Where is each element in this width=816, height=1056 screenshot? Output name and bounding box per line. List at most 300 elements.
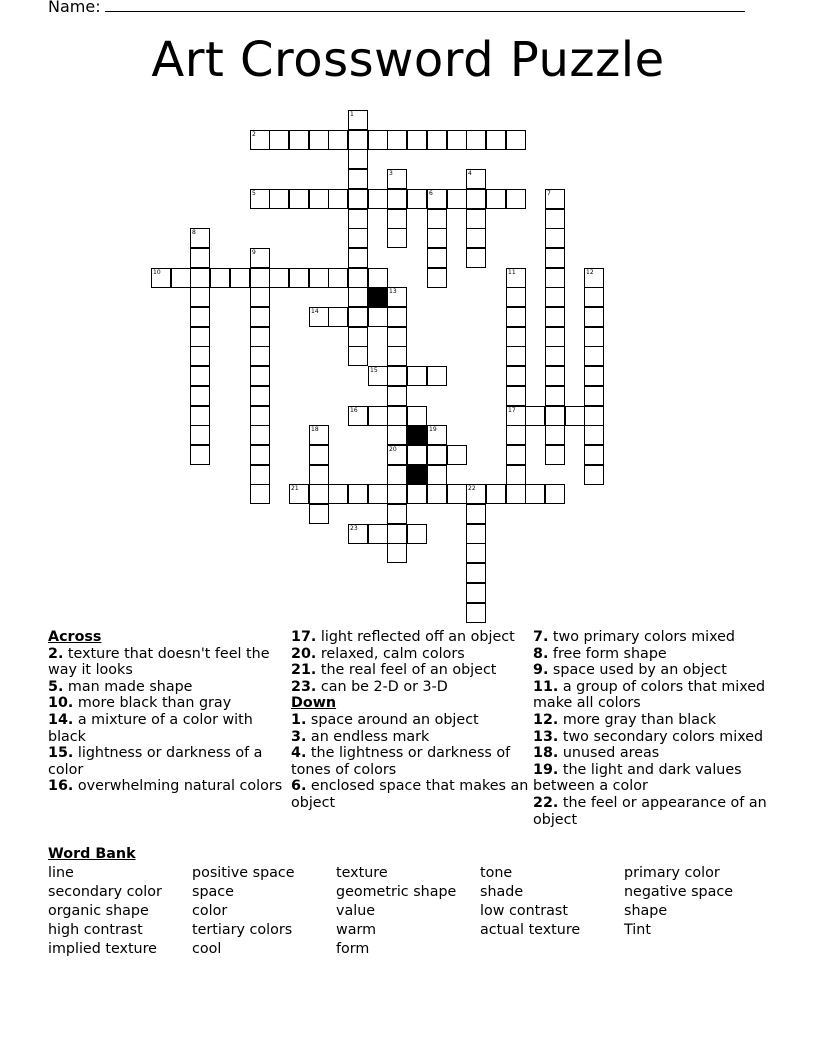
crossword-cell[interactable] bbox=[407, 406, 427, 426]
crossword-cell[interactable] bbox=[190, 287, 210, 307]
word-bank-word: positive space bbox=[192, 865, 295, 881]
crossword-cell[interactable] bbox=[545, 386, 565, 406]
crossword-cell[interactable] bbox=[190, 386, 210, 406]
clue-number: 4. bbox=[291, 745, 307, 762]
clue-number: 16. bbox=[48, 778, 74, 795]
clue-text: a mixture of a color with black bbox=[48, 711, 253, 745]
clue-item bbox=[533, 679, 773, 712]
crossword-cell[interactable] bbox=[250, 366, 270, 386]
crossword-cell[interactable] bbox=[309, 425, 329, 445]
crossword-cell[interactable] bbox=[447, 130, 467, 150]
word-bank-word: value bbox=[336, 903, 376, 919]
crossword-cell[interactable] bbox=[190, 366, 210, 386]
crossword-cell[interactable] bbox=[545, 307, 565, 327]
word-bank-word: primary color bbox=[624, 865, 720, 881]
clue-number: 12 bbox=[586, 269, 594, 276]
crossword-cell[interactable] bbox=[407, 189, 427, 209]
word-bank-word: shape bbox=[624, 903, 668, 919]
crossword-cell[interactable] bbox=[584, 327, 604, 347]
crossword-cell[interactable] bbox=[427, 268, 447, 288]
crossword-cell[interactable] bbox=[250, 465, 270, 485]
clue-number: 18 bbox=[311, 426, 319, 433]
crossword-cell[interactable] bbox=[151, 268, 171, 288]
crossword-cell[interactable] bbox=[584, 268, 604, 288]
clue-number: 12. bbox=[533, 711, 559, 728]
crossword-cell[interactable] bbox=[545, 366, 565, 386]
crossword-cell[interactable] bbox=[328, 307, 348, 327]
word-bank-word: texture bbox=[336, 865, 388, 881]
crossword-cell[interactable] bbox=[387, 425, 407, 445]
crossword-cell[interactable] bbox=[525, 484, 545, 504]
clue-text: two primary colors mixed bbox=[548, 629, 736, 645]
crossword-cell[interactable] bbox=[269, 189, 289, 209]
crossword-cell[interactable] bbox=[506, 130, 526, 150]
word-bank-column bbox=[480, 864, 624, 940]
crossword-cell[interactable] bbox=[387, 189, 407, 209]
crossword-cell[interactable] bbox=[486, 484, 506, 504]
crossword-cell[interactable] bbox=[466, 524, 486, 544]
clue-number: 23 bbox=[350, 525, 358, 532]
crossword-cell[interactable] bbox=[387, 465, 407, 485]
crossword-cell[interactable] bbox=[486, 189, 506, 209]
clue-number: 22 bbox=[468, 485, 476, 492]
clue-number: 6. bbox=[291, 778, 307, 795]
crossword-cell[interactable] bbox=[506, 346, 526, 366]
crossword-cell[interactable] bbox=[368, 484, 388, 504]
crossword-cell[interactable] bbox=[427, 130, 447, 150]
clue-item bbox=[291, 729, 531, 746]
crossword-cell[interactable] bbox=[584, 406, 604, 426]
crossword-cell[interactable] bbox=[387, 524, 407, 544]
clue-number: 13 bbox=[389, 288, 397, 295]
crossword-cell[interactable] bbox=[466, 189, 486, 209]
crossword-cell[interactable] bbox=[250, 386, 270, 406]
crossword-cell[interactable] bbox=[427, 228, 447, 248]
crossword-cell[interactable] bbox=[348, 130, 368, 150]
crossword-cell[interactable] bbox=[466, 583, 486, 603]
crossword-cell[interactable] bbox=[348, 406, 368, 426]
word-bank-word: geometric shape bbox=[336, 884, 457, 900]
word-bank-word: space bbox=[192, 884, 234, 900]
crossword-cell[interactable] bbox=[407, 130, 427, 150]
clue-number: 6 bbox=[429, 190, 433, 197]
crossword-cell[interactable] bbox=[368, 307, 388, 327]
clue-number: 14 bbox=[311, 308, 319, 315]
crossword-cell[interactable] bbox=[348, 228, 368, 248]
crossword-cell[interactable] bbox=[328, 268, 348, 288]
clue-number: 17. bbox=[291, 629, 317, 645]
crossword-cell[interactable] bbox=[190, 307, 210, 327]
clue-text: the lightness or darkness of tones of colors bbox=[291, 745, 511, 778]
crossword-cell[interactable] bbox=[506, 268, 526, 288]
crossword-cell[interactable] bbox=[348, 346, 368, 366]
crossword-cell[interactable] bbox=[427, 248, 447, 268]
crossword-cell[interactable] bbox=[387, 366, 407, 386]
word-bank-column bbox=[192, 864, 336, 959]
crossword-cell[interactable] bbox=[506, 307, 526, 327]
clue-item bbox=[48, 695, 288, 712]
word-bank-word: warm bbox=[336, 922, 377, 938]
clue-item bbox=[48, 712, 288, 745]
crossword-cell[interactable] bbox=[447, 445, 467, 465]
crossword-cell[interactable] bbox=[545, 209, 565, 229]
crossword-cell[interactable] bbox=[387, 327, 407, 347]
word-bank-word: high contrast bbox=[48, 922, 143, 938]
clue-item bbox=[533, 762, 773, 795]
clue-text: the light and dark values between a color bbox=[533, 761, 742, 795]
word-bank-word: secondary color bbox=[48, 884, 162, 900]
clues-column-2 bbox=[291, 629, 531, 812]
crossword-cell[interactable] bbox=[190, 425, 210, 445]
crossword-cell[interactable] bbox=[545, 445, 565, 465]
crossword-cell[interactable] bbox=[250, 307, 270, 327]
crossword-cell[interactable] bbox=[348, 484, 368, 504]
crossword-cell[interactable] bbox=[584, 445, 604, 465]
crossword-cell[interactable] bbox=[250, 287, 270, 307]
crossword-cell[interactable] bbox=[447, 484, 467, 504]
crossword-cell[interactable] bbox=[250, 130, 270, 150]
clue-item bbox=[291, 712, 531, 729]
crossword-cell[interactable] bbox=[190, 268, 210, 288]
crossword-cell[interactable] bbox=[309, 189, 329, 209]
crossword-cell[interactable] bbox=[407, 524, 427, 544]
crossword-cell[interactable] bbox=[387, 209, 407, 229]
crossword-cell[interactable] bbox=[545, 484, 565, 504]
clue-item bbox=[291, 646, 531, 663]
clue-number: 3 bbox=[389, 170, 393, 177]
page-title: Art Crossword Puzzle bbox=[151, 32, 665, 88]
crossword-cell[interactable] bbox=[348, 169, 368, 189]
crossword-cell[interactable] bbox=[427, 445, 447, 465]
clue-number: 15 bbox=[370, 367, 378, 374]
clue-number: 9. bbox=[533, 662, 549, 679]
clue-number: 5 bbox=[252, 190, 256, 197]
crossword-cell[interactable] bbox=[348, 110, 368, 130]
clue-number: 8 bbox=[192, 229, 196, 236]
crossword-cell[interactable] bbox=[506, 484, 526, 504]
clue-text: can be 2-D or 3-D bbox=[316, 678, 448, 695]
crossword-cell[interactable] bbox=[387, 169, 407, 189]
clue-item bbox=[48, 778, 288, 795]
crossword-cell[interactable] bbox=[289, 484, 309, 504]
black-cell bbox=[368, 287, 388, 307]
clue-item bbox=[291, 745, 531, 778]
word-bank-word: low contrast bbox=[480, 903, 568, 919]
crossword-cell[interactable] bbox=[466, 504, 486, 524]
crossword-cell[interactable] bbox=[545, 406, 565, 426]
clue-item bbox=[533, 729, 773, 746]
crossword-cell[interactable] bbox=[466, 248, 486, 268]
crossword-cell[interactable] bbox=[545, 248, 565, 268]
crossword-cell[interactable] bbox=[309, 307, 329, 327]
crossword-cell[interactable] bbox=[387, 228, 407, 248]
crossword-cell[interactable] bbox=[506, 366, 526, 386]
crossword-cell[interactable] bbox=[584, 386, 604, 406]
crossword-cell[interactable] bbox=[545, 228, 565, 248]
clue-item bbox=[533, 629, 773, 646]
clue-number: 1. bbox=[291, 711, 307, 728]
crossword-cell[interactable] bbox=[348, 327, 368, 347]
crossword-cell[interactable] bbox=[250, 327, 270, 347]
crossword-cell[interactable] bbox=[309, 484, 329, 504]
crossword-cell[interactable] bbox=[250, 248, 270, 268]
crossword-cell[interactable] bbox=[171, 268, 191, 288]
clue-number: 19 bbox=[429, 426, 437, 433]
crossword-cell[interactable] bbox=[525, 406, 545, 426]
crossword-cell[interactable] bbox=[190, 406, 210, 426]
crossword-cell[interactable] bbox=[309, 268, 329, 288]
clue-number: 11. bbox=[533, 678, 559, 695]
clue-number: 15. bbox=[48, 745, 74, 762]
crossword-cell[interactable] bbox=[387, 484, 407, 504]
clue-item bbox=[533, 662, 773, 679]
crossword-cell[interactable] bbox=[545, 189, 565, 209]
crossword-cell[interactable] bbox=[466, 228, 486, 248]
crossword-cell[interactable] bbox=[269, 268, 289, 288]
clue-item bbox=[291, 778, 531, 811]
crossword-cell[interactable] bbox=[466, 130, 486, 150]
crossword-cell[interactable] bbox=[348, 524, 368, 544]
crossword-cell[interactable] bbox=[387, 386, 407, 406]
crossword-cell[interactable] bbox=[348, 189, 368, 209]
crossword-cell[interactable] bbox=[506, 189, 526, 209]
crossword-cell[interactable] bbox=[309, 465, 329, 485]
clue-number: 5. bbox=[48, 678, 64, 695]
crossword-cell[interactable] bbox=[466, 563, 486, 583]
crossword-cell[interactable] bbox=[250, 268, 270, 288]
clue-number: 7. bbox=[533, 629, 549, 645]
clue-text: the real feel of an object bbox=[316, 662, 497, 679]
clue-text: free form shape bbox=[548, 645, 667, 662]
clue-number: 4 bbox=[468, 170, 472, 177]
crossword-cell[interactable] bbox=[466, 169, 486, 189]
word-bank-word: cool bbox=[192, 941, 222, 957]
crossword-cell[interactable] bbox=[250, 189, 270, 209]
name-field[interactable] bbox=[48, 0, 745, 16]
crossword-cell[interactable] bbox=[506, 445, 526, 465]
name-label: Name: bbox=[48, 0, 101, 16]
crossword-cell[interactable] bbox=[427, 209, 447, 229]
crossword-cell[interactable] bbox=[387, 130, 407, 150]
crossword-cell[interactable] bbox=[289, 130, 309, 150]
clue-number: 20 bbox=[389, 446, 397, 453]
crossword-cell[interactable] bbox=[190, 228, 210, 248]
clue-text: an endless mark bbox=[306, 728, 430, 745]
crossword-cell[interactable] bbox=[584, 465, 604, 485]
clue-item bbox=[291, 629, 531, 646]
crossword-cell[interactable] bbox=[289, 268, 309, 288]
crossword-cell[interactable] bbox=[545, 346, 565, 366]
crossword-cell[interactable] bbox=[289, 189, 309, 209]
word-bank-word: tone bbox=[480, 865, 513, 881]
crossword-cell[interactable] bbox=[407, 484, 427, 504]
crossword-cell[interactable] bbox=[427, 465, 447, 485]
crossword-cell[interactable] bbox=[328, 484, 348, 504]
word-bank-word: Tint bbox=[624, 922, 651, 938]
crossword-cell[interactable] bbox=[407, 366, 427, 386]
crossword-cell[interactable] bbox=[387, 445, 407, 465]
crossword-cell[interactable] bbox=[328, 189, 348, 209]
crossword-cell[interactable] bbox=[230, 268, 250, 288]
across-heading: Across bbox=[48, 629, 102, 645]
word-bank-word: tertiary colors bbox=[192, 922, 293, 938]
clues-column-3 bbox=[533, 629, 773, 828]
word-bank-word: organic shape bbox=[48, 903, 149, 919]
crossword-cell[interactable] bbox=[545, 425, 565, 445]
crossword-cell[interactable] bbox=[250, 445, 270, 465]
down-clue-list bbox=[291, 712, 531, 812]
clue-item bbox=[48, 745, 288, 778]
crossword-cell[interactable] bbox=[447, 189, 467, 209]
clue-item bbox=[48, 679, 288, 696]
crossword-cell[interactable] bbox=[190, 248, 210, 268]
crossword-cell[interactable] bbox=[466, 484, 486, 504]
crossword-cell[interactable] bbox=[210, 268, 230, 288]
clue-text: the feel or appearance of an object bbox=[533, 794, 767, 828]
word-bank-word: negative space bbox=[624, 884, 734, 900]
clue-number: 1 bbox=[350, 111, 354, 118]
crossword-cell[interactable] bbox=[545, 287, 565, 307]
crossword-cell[interactable] bbox=[565, 406, 585, 426]
clue-text: unused areas bbox=[558, 745, 660, 762]
crossword-cell[interactable] bbox=[250, 346, 270, 366]
clue-text: man made shape bbox=[63, 678, 193, 695]
black-cell bbox=[407, 465, 427, 485]
clue-number: 20. bbox=[291, 645, 317, 662]
crossword-cell[interactable] bbox=[309, 130, 329, 150]
name-blank-line[interactable] bbox=[105, 0, 745, 12]
word-bank-word: line bbox=[48, 865, 74, 881]
crossword-cell[interactable] bbox=[348, 209, 368, 229]
clue-text: texture that doesn't feel the way it looks bbox=[48, 645, 270, 679]
clue-number: 17 bbox=[508, 407, 516, 414]
clue-number: 11 bbox=[508, 269, 516, 276]
word-bank-column bbox=[624, 864, 768, 940]
crossword-cell[interactable] bbox=[368, 130, 388, 150]
crossword-cell[interactable] bbox=[427, 484, 447, 504]
crossword-cell[interactable] bbox=[348, 149, 368, 169]
crossword-cell[interactable] bbox=[545, 268, 565, 288]
clue-text: lightness or darkness of a color bbox=[48, 745, 263, 778]
crossword-cell[interactable] bbox=[368, 524, 388, 544]
crossword-cell[interactable] bbox=[309, 445, 329, 465]
clue-text: relaxed, calm colors bbox=[316, 645, 465, 662]
clue-number: 10. bbox=[48, 695, 74, 712]
clue-text: more gray than black bbox=[558, 711, 717, 728]
clue-item bbox=[533, 745, 773, 762]
crossword-cell[interactable] bbox=[584, 287, 604, 307]
clue-item bbox=[533, 712, 773, 729]
clue-number: 23. bbox=[291, 678, 317, 695]
across-clue-list bbox=[48, 646, 288, 795]
crossword-cell[interactable] bbox=[506, 406, 526, 426]
crossword-cell[interactable] bbox=[506, 425, 526, 445]
down-heading: Down bbox=[291, 695, 337, 712]
crossword-cell[interactable] bbox=[348, 268, 368, 288]
crossword-cell[interactable] bbox=[368, 406, 388, 426]
clue-number: 8. bbox=[533, 645, 549, 662]
crossword-cell[interactable] bbox=[190, 346, 210, 366]
crossword-cell[interactable] bbox=[584, 366, 604, 386]
clue-text: enclosed space that makes an object bbox=[291, 778, 529, 811]
crossword-cell[interactable] bbox=[368, 268, 388, 288]
crossword-cell[interactable] bbox=[348, 287, 368, 307]
crossword-cell[interactable] bbox=[387, 346, 407, 366]
crossword-cell[interactable] bbox=[506, 287, 526, 307]
clue-text: two secondary colors mixed bbox=[558, 728, 764, 745]
crossword-cell[interactable] bbox=[427, 189, 447, 209]
crossword-cell[interactable] bbox=[387, 406, 407, 426]
crossword-cell[interactable] bbox=[387, 504, 407, 524]
crossword-cell[interactable] bbox=[387, 287, 407, 307]
word-bank-column bbox=[48, 864, 192, 959]
crossword-cell[interactable] bbox=[506, 386, 526, 406]
crossword-cell[interactable] bbox=[387, 307, 407, 327]
crossword-cell[interactable] bbox=[584, 307, 604, 327]
clue-number: 16 bbox=[350, 407, 358, 414]
clue-number: 19. bbox=[533, 761, 559, 778]
crossword-cell[interactable] bbox=[250, 484, 270, 504]
crossword-cell[interactable] bbox=[250, 425, 270, 445]
clue-number: 21. bbox=[291, 662, 317, 679]
crossword-cell[interactable] bbox=[506, 327, 526, 347]
word-bank-column bbox=[336, 864, 480, 959]
word-bank-heading: Word Bank bbox=[48, 846, 136, 862]
crossword-cell[interactable] bbox=[466, 209, 486, 229]
crossword-cell[interactable] bbox=[427, 425, 447, 445]
crossword-cell[interactable] bbox=[269, 130, 289, 150]
word-bank-word: actual texture bbox=[480, 922, 581, 938]
crossword-cell[interactable] bbox=[250, 406, 270, 426]
clue-text: overwhelming natural colors bbox=[73, 778, 283, 795]
crossword-cell[interactable] bbox=[584, 346, 604, 366]
clue-text: space used by an object bbox=[548, 662, 727, 679]
crossword-cell[interactable] bbox=[309, 504, 329, 524]
crossword-cell[interactable] bbox=[466, 543, 486, 563]
clue-number: 3. bbox=[291, 728, 307, 745]
crossword-cell[interactable] bbox=[407, 445, 427, 465]
crossword-cell[interactable] bbox=[466, 603, 486, 623]
clue-text: space around an object bbox=[306, 711, 479, 728]
crossword-cell[interactable] bbox=[368, 366, 388, 386]
crossword-cell[interactable] bbox=[427, 366, 447, 386]
clues-column-1 bbox=[48, 629, 288, 795]
clue-text: light reflected off an object bbox=[316, 629, 515, 645]
crossword-cell[interactable] bbox=[348, 307, 368, 327]
crossword-cell[interactable] bbox=[387, 543, 407, 563]
crossword-cell[interactable] bbox=[328, 130, 348, 150]
crossword-cell[interactable] bbox=[486, 130, 506, 150]
crossword-cell[interactable] bbox=[190, 327, 210, 347]
word-bank-word: form bbox=[336, 941, 370, 957]
clue-number: 21 bbox=[291, 485, 299, 492]
word-bank-word: shade bbox=[480, 884, 524, 900]
black-cell bbox=[407, 425, 427, 445]
clue-number: 9 bbox=[252, 249, 256, 256]
crossword-cell[interactable] bbox=[545, 327, 565, 347]
clue-number: 10 bbox=[153, 269, 161, 276]
clue-item bbox=[533, 795, 773, 828]
clue-item bbox=[291, 662, 531, 679]
crossword-cell[interactable] bbox=[368, 189, 388, 209]
clue-number: 2. bbox=[48, 645, 64, 662]
crossword-cell[interactable] bbox=[506, 465, 526, 485]
crossword-cell[interactable] bbox=[584, 425, 604, 445]
crossword-cell[interactable] bbox=[190, 445, 210, 465]
crossword-cell[interactable] bbox=[348, 248, 368, 268]
clue-number: 22. bbox=[533, 794, 559, 811]
across-clue-list-continued bbox=[291, 629, 531, 695]
